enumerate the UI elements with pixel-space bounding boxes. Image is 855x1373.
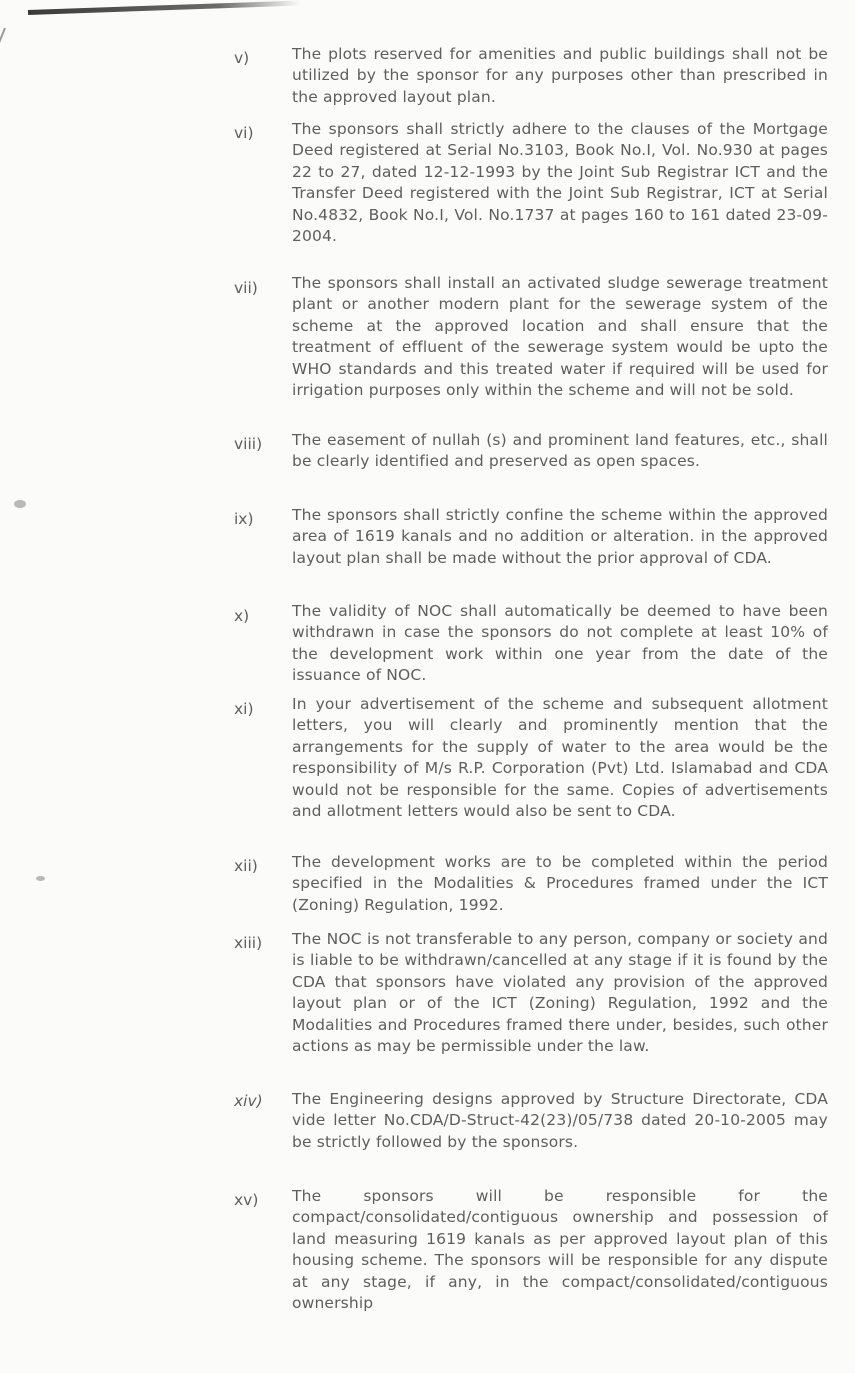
scan-top-edge <box>28 1 300 15</box>
clause-number: xii) <box>234 857 258 875</box>
clause-number: ix) <box>234 510 254 528</box>
clause-text: The easement of nullah (s) and prominent land features, etc., shall be clearly identified and preserved as open spaces. <box>292 431 828 471</box>
clause-text: The sponsors shall install an activated sludge sewerage treatment plant or another modern plant for the sewerage system of the scheme at the approved location and shall ensure that the treatment of effluent of the sewerage system would be upto the WHO standards and this treated water if required will be used for irrigation purposes only within the scheme and will not be sold. <box>292 274 828 400</box>
clause-text: The sponsors shall strictly adhere to the clauses of the Mortgage Deed registered at Serial No.3103, Book No.I, Vol. No.930 at pages 22 to 27, dated 12-12-1993 by the Joint Sub Registrar ICT and the Transfer Deed registered with the Joint Sub Registrar, ICT at Serial No.4832, Book No.I, Vol. No.1737 at pages 160 to 161 dated 23-09-2004. <box>292 120 828 246</box>
clause-number: xi) <box>234 700 254 718</box>
clause-text: The plots reserved for amenities and public buildings shall not be utilized by the sponsor for any purposes other than prescribed in the approved layout plan. <box>292 45 828 106</box>
clause-text: The development works are to be completed within the period specified in the Modalities & Procedures framed under the ICT (Zoning) Regulation, 1992. <box>292 853 828 914</box>
scan-speck <box>14 500 26 508</box>
clause-text: The Engineering designs approved by Structure Directorate, CDA vide letter No.CDA/D-Struct-42(23)/05/738 dated 20-10-2005 may be strictly followed by the sponsors. <box>292 1090 828 1151</box>
clause-text: The sponsors will be responsible for the compact/consolidated/contiguous ownership and possession of land measuring 1619 kanals as per approved layout plan of this housing scheme. The sponsors will be responsible for any dispute at any stage, if any, in the compact/consolidated/contiguous ownership <box>292 1187 828 1313</box>
clause-text: The NOC is not transferable to any person, company or society and is liable to be withdrawn/cancelled at any stage if it is found by the CDA that sponsors have violated any provision of the approved layout plan or of the ICT (Zoning) Regulation, 1992 and the Modalities and Procedures framed there under, besides, such other actions as may be permissible under the law. <box>292 930 828 1056</box>
clause-text: The sponsors shall strictly confine the scheme within the approved area of 1619 kanals and no addition or alteration. in the approved layout plan shall be made without the prior approval of CDA. <box>292 506 828 567</box>
clause-number: viii) <box>234 435 263 453</box>
scan-side-mark <box>0 28 6 77</box>
scan-speck <box>36 876 45 881</box>
clause-number: x) <box>234 607 250 625</box>
clause-number: vii) <box>234 279 258 297</box>
clause-text: The validity of NOC shall automatically be deemed to have been withdrawn in case the sponsors do not complete at least 10% of the development work within one year from the date of the issuance of NOC. <box>292 602 828 685</box>
clause-number: xiii) <box>234 934 263 952</box>
clause-number: xv) <box>234 1191 259 1209</box>
clause-text: In your advertisement of the scheme and subsequent allotment letters, you will clearly and prominently mention that the arrangements for the supply of water to the area would be the responsibility of M/s R.P. Corporation (Pvt) Ltd. Islamabad and CDA would not be responsible for the same. Copies of advertisements and allotment letters would also be sent to CDA. <box>292 695 828 821</box>
clause-number: v) <box>234 49 250 67</box>
clause-number: xiv) <box>234 1092 263 1110</box>
clause-number: vi) <box>234 124 254 142</box>
